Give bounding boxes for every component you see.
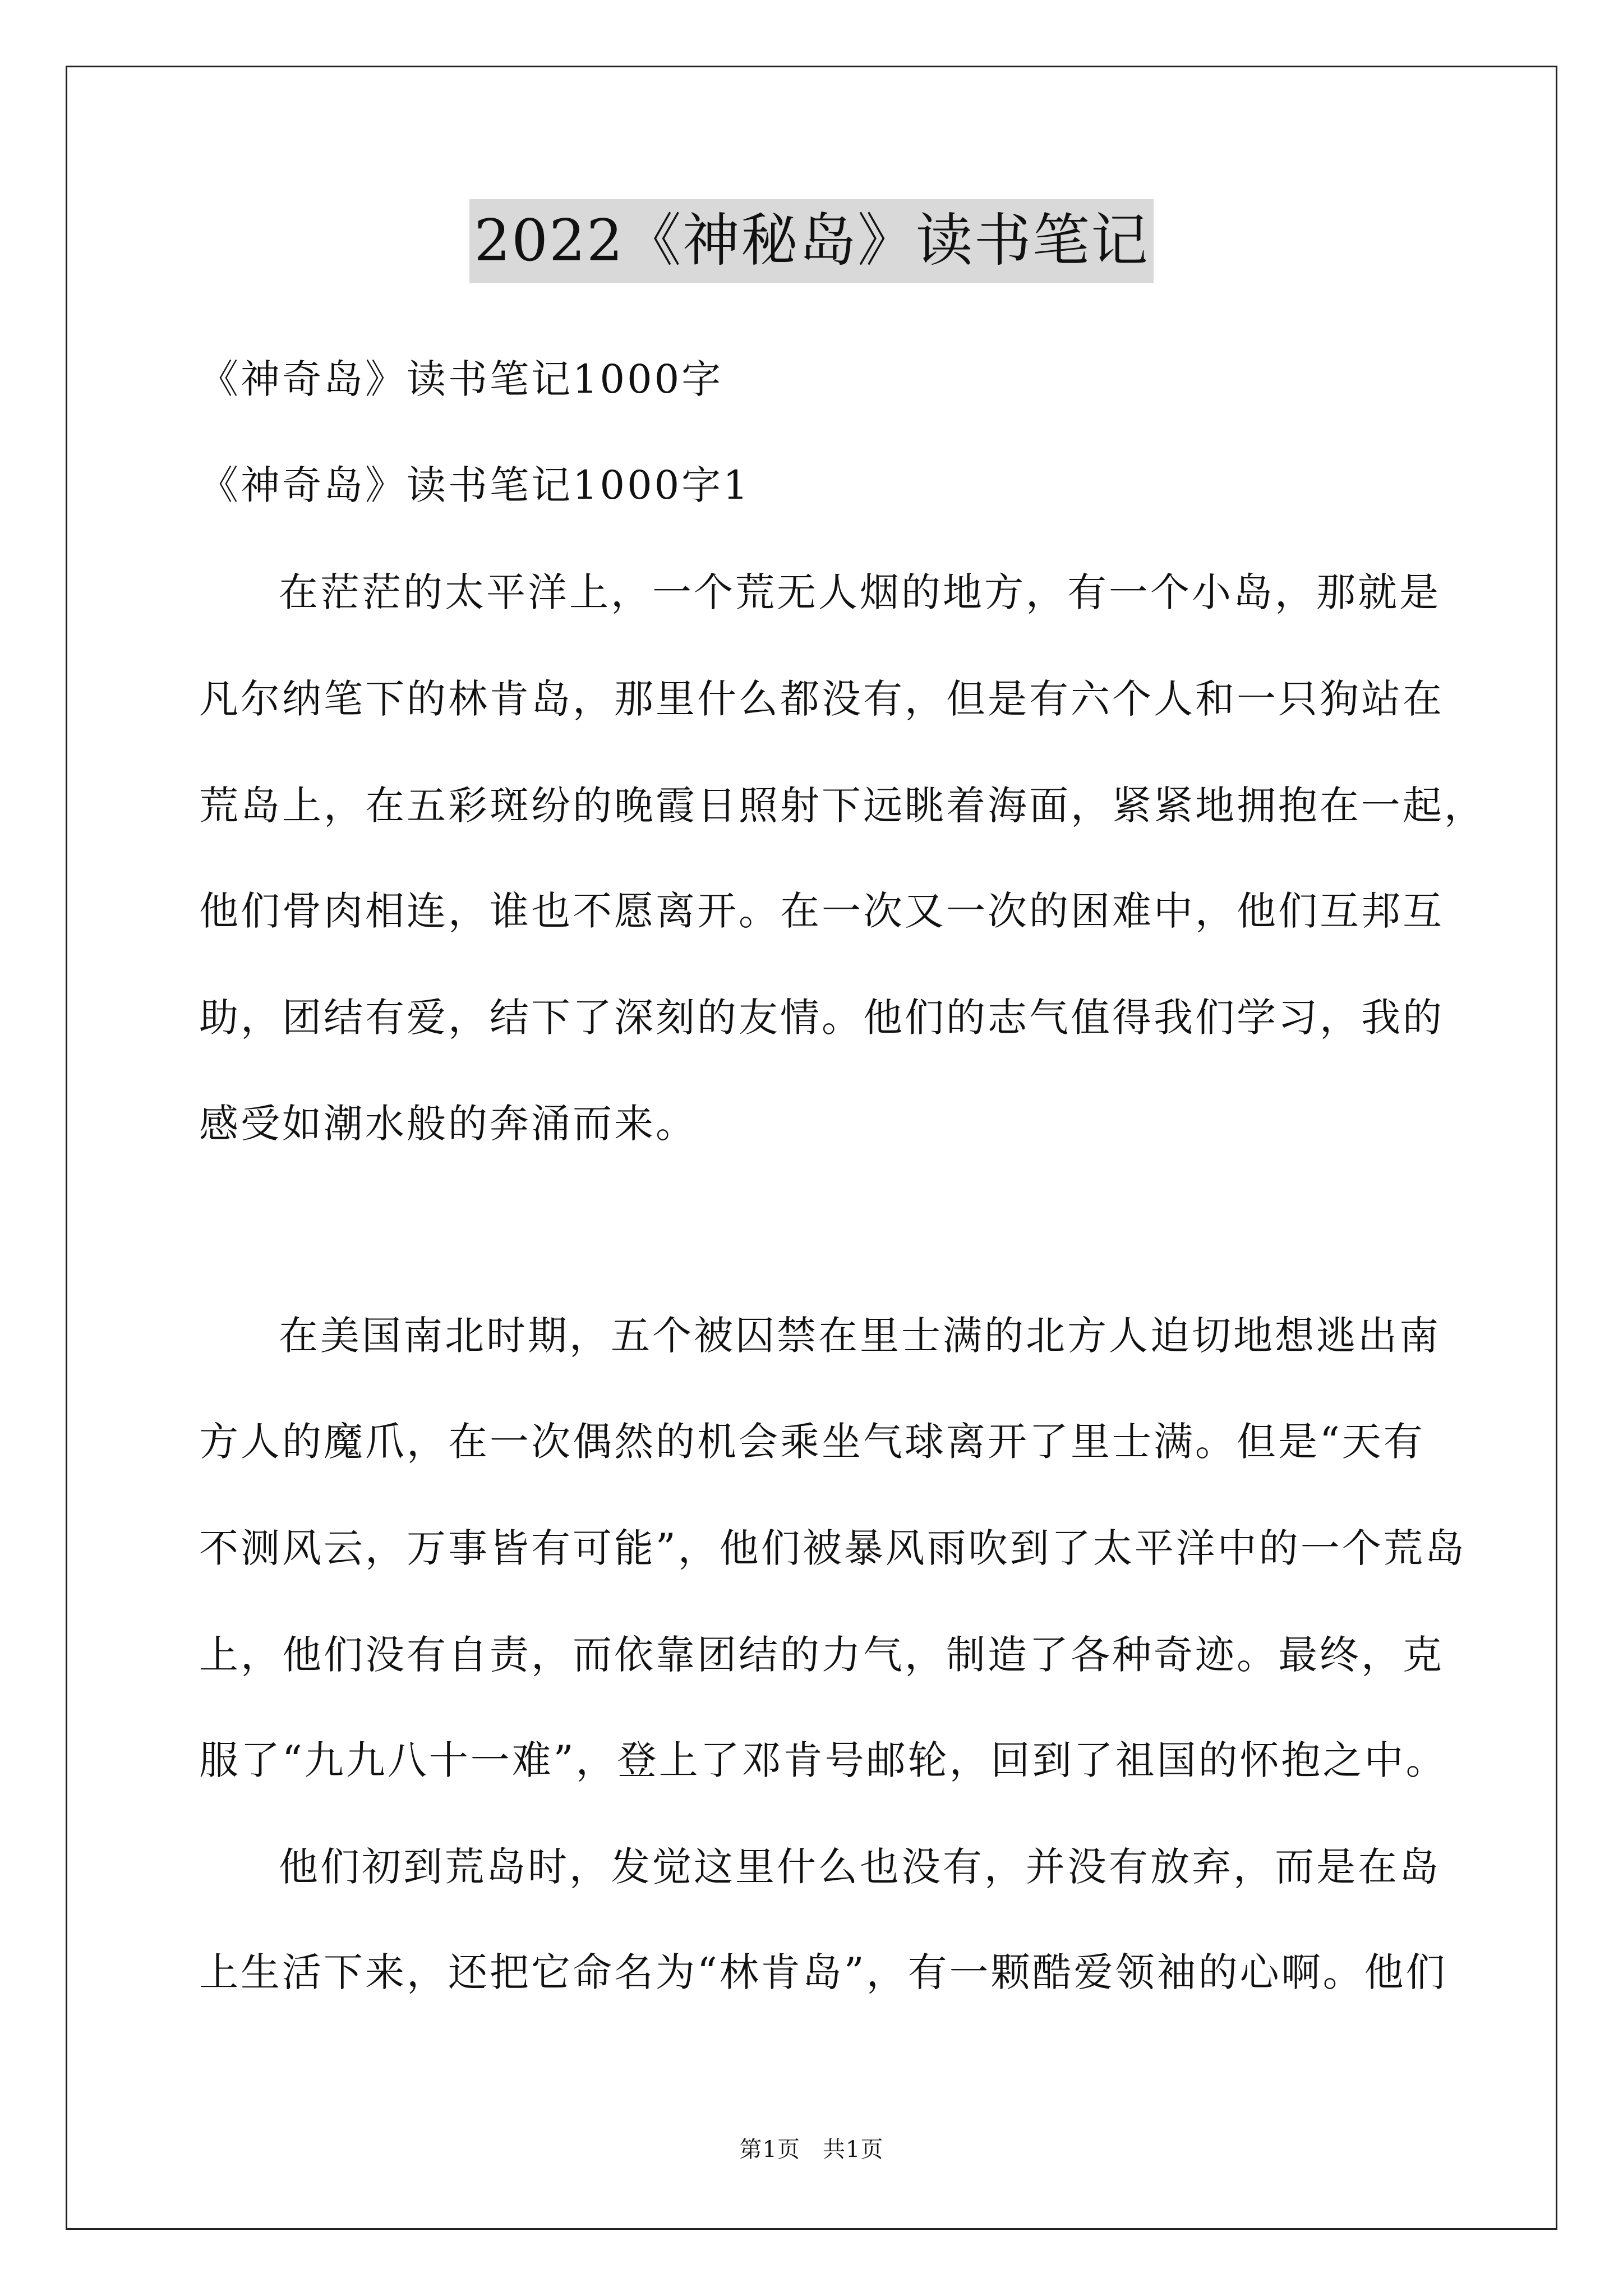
page-footer xyxy=(0,2134,1623,2165)
paragraph-1-line-1: 在茫茫的太平洋上，一个荒无人烟的地方，有一个小岛，那就是 xyxy=(279,569,1441,615)
paragraph-2-line-2: 方人的魔爪，在一次偶然的机会乘坐气球离开了里士满。但是“天有 xyxy=(199,1419,1425,1465)
paragraph-1-line-5: 助，团结有爱，结下了深刻的友情。他们的志气值得我们学习，我的 xyxy=(199,995,1444,1041)
paragraph-1-line-2: 凡尔纳笔下的林肯岛，那里什么都没有，但是有六个人和一只狗站在 xyxy=(199,676,1444,722)
paragraph-2-line-3: 不测风云，万事皆有可能”，他们被暴风雨吹到了太平洋中的一个荒岛 xyxy=(199,1525,1467,1571)
title-container xyxy=(0,199,1623,283)
paragraph-3-line-1: 他们初到荒岛时，发觉这里什么也没有，并没有放弃，而是在岛 xyxy=(279,1844,1441,1890)
paragraph-3-line-2: 上生活下来，还把它命名为“林肯岛”，有一颗酷爱领袖的心啊。他们 xyxy=(199,1949,1447,1995)
subheading-2: 《神奇岛》读书笔记1000字1 xyxy=(199,462,750,508)
page-number-current: 第1页 xyxy=(739,2137,800,2162)
paragraph-2-line-5: 服了“九九八十一难”，登上了邓肯号邮轮，回到了祖国的怀抱之中。 xyxy=(199,1737,1447,1783)
paragraph-2-line-1: 在美国南北时期，五个被囚禁在里士满的北方人迫切地想逃出南 xyxy=(279,1313,1441,1359)
document-title: 2022《神秘岛》读书笔记 xyxy=(469,199,1154,283)
paragraph-1-line-3: 荒岛上，在五彩斑纷的晚霞日照射下远眺着海面，紧紧地拥抱在一起， xyxy=(199,783,1486,829)
paragraph-1-line-6: 感受如潮水般的奔涌而来。 xyxy=(199,1101,697,1147)
paragraph-1-line-4: 他们骨肉相连，谁也不愿离开。在一次又一次的困难中，他们互邦互 xyxy=(199,888,1444,934)
subheading-1: 《神奇岛》读书笔记1000字 xyxy=(199,356,723,402)
paragraph-2-line-4: 上，他们没有自责，而依靠团结的力气，制造了各种奇迹。最终，克 xyxy=(199,1632,1444,1678)
page-number-total: 共1页 xyxy=(823,2137,884,2162)
